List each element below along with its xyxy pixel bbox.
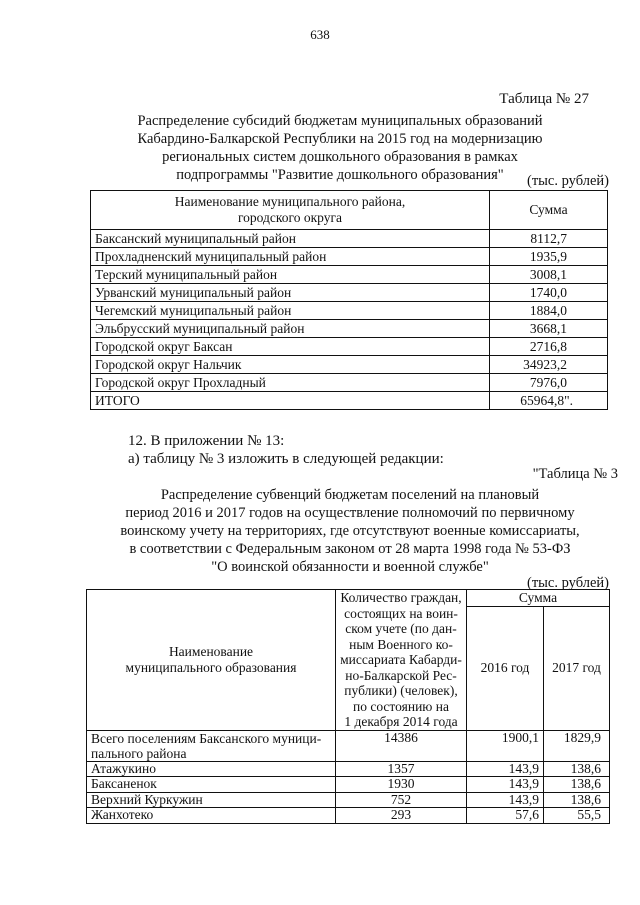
header-line: миссариата Кабарди- — [340, 652, 462, 667]
header-line: ском учете (по дан- — [345, 621, 457, 636]
table-row-total — [91, 392, 608, 410]
table-row — [87, 808, 610, 824]
header-line: но-Балкарской Рес- — [345, 667, 457, 683]
row-2016: 143,9 — [467, 792, 544, 808]
row-value: 1740,0 — [490, 284, 608, 302]
header-line: 1 декабря 2014 года — [344, 714, 458, 729]
row-count: 293 — [336, 808, 467, 824]
title-line: подпрограммы "Развитие дошкольного образования" — [176, 167, 504, 183]
table-3 — [86, 589, 610, 824]
table-27 — [90, 190, 608, 410]
row-name: Жанхотеко — [87, 808, 336, 824]
row-value: 2716,8 — [490, 338, 608, 356]
row-name: Эльбрусский муниципальный район — [91, 320, 490, 338]
table-row — [87, 730, 610, 761]
table-row — [87, 761, 610, 777]
row-value: 7976,0 — [490, 374, 608, 392]
row-2017: 55,5 — [544, 808, 610, 824]
row-name: Верхний Куркужин — [87, 792, 336, 808]
row-2017: 138,6 — [544, 792, 610, 808]
row-name: Баксаненок — [87, 777, 336, 793]
table-27-unit: (тыс. рублей) — [527, 173, 609, 189]
title-line: региональных систем дошкольного образования в рамках — [162, 149, 518, 165]
table-row — [91, 266, 608, 284]
table-header-row — [91, 191, 608, 230]
row-2016: 1900,1 — [467, 730, 544, 761]
table-row — [87, 777, 610, 793]
header-line: городского округа — [237, 210, 343, 225]
row-value: 1884,0 — [490, 302, 608, 320]
col-header-name — [91, 191, 490, 230]
header-line: Наименование муниципального района, — [174, 194, 406, 209]
table-row — [91, 284, 608, 302]
header-line: муниципального образования — [125, 659, 297, 675]
col-header-2017: 2017 год — [544, 606, 610, 730]
row-2016: 57,6 — [467, 808, 544, 824]
col-header-2016: 2016 год — [467, 606, 544, 730]
row-2017: 138,6 — [544, 777, 610, 793]
table-3-unit: (тыс. рублей) — [527, 575, 609, 591]
row-value: 3008,1 — [490, 266, 608, 284]
title-line: в соответствии с Федеральным законом от 28 марта 1998 года № 53-ФЗ — [129, 541, 571, 557]
row-name-line: пального района — [91, 745, 187, 761]
row-2016: 143,9 — [467, 761, 544, 777]
page-number: 638 — [310, 27, 330, 42]
row-2017: 138,6 — [544, 761, 610, 777]
header-line: по состоянию на — [353, 698, 449, 714]
row-value: 3668,1 — [490, 320, 608, 338]
header-line: Количество граждан, — [340, 590, 462, 605]
row-value: 65964,8". — [490, 392, 608, 410]
row-value: 1935,9 — [490, 248, 608, 266]
title-line: Кабардино-Балкарской Республики на 2015 год на модернизацию — [137, 131, 543, 147]
row-name: Городской округ Баксан — [91, 338, 490, 356]
row-name: Терский муниципальный район — [91, 266, 490, 284]
row-name-line: Всего поселениям Баксанского муници- — [91, 730, 322, 746]
table-row — [91, 230, 608, 248]
title-line: период 2016 и 2017 годов на осуществление полномочий по первичному — [125, 505, 575, 521]
header-line: публики) (человек), — [344, 683, 458, 698]
row-2016: 143,9 — [467, 777, 544, 793]
col-header-name — [87, 590, 336, 731]
table-row — [91, 356, 608, 374]
title-line: воинскому учету на территориях, где отсутствуют военные комиссариаты, — [120, 523, 580, 539]
row-name: Прохладненский муниципальный район — [91, 248, 490, 266]
table-3-label: "Таблица № 3 — [532, 466, 618, 482]
table-row — [91, 320, 608, 338]
title-line: Распределение субсидий бюджетам муниципальных образований — [137, 113, 543, 129]
row-value: 8112,7 — [490, 230, 608, 248]
item-12-line-2: а) таблицу № 3 изложить в следующей редакции: — [128, 451, 444, 467]
table-row — [91, 338, 608, 356]
table-row — [91, 374, 608, 392]
col-header-count — [336, 590, 467, 731]
row-count: 1930 — [336, 777, 467, 793]
row-name: Баксанский муниципальный район — [91, 230, 490, 248]
title-line: Распределение субвенций бюджетам поселений на плановый — [160, 487, 540, 503]
row-count: 752 — [336, 792, 467, 808]
row-name: Атажукино — [87, 761, 336, 777]
header-line: Наименование — [168, 644, 254, 660]
row-count: 1357 — [336, 761, 467, 777]
row-name: ИТОГО — [91, 392, 490, 410]
table-row — [91, 248, 608, 266]
col-header-sum: Сумма — [490, 191, 608, 230]
header-line: состоящих на воин- — [344, 605, 458, 621]
table-27-title — [95, 112, 585, 184]
row-count: 14386 — [336, 730, 467, 761]
row-name: Городской округ Прохладный — [91, 374, 490, 392]
row-name: Чегемский муниципальный район — [91, 302, 490, 320]
item-12-line-1: 12. В приложении № 13: — [128, 433, 285, 449]
row-name: Урванский муниципальный район — [91, 284, 490, 302]
header-line: ным Военного ко- — [349, 636, 453, 652]
row-name — [87, 730, 336, 761]
table-3-title — [90, 486, 610, 576]
table-27-label: Таблица № 27 — [499, 91, 589, 107]
col-header-sum: Сумма — [467, 590, 610, 607]
title-line: "О воинской обязанности и военной службе" — [211, 559, 489, 575]
row-name: Городской округ Нальчик — [91, 356, 490, 374]
row-value: 34923,2 — [490, 356, 608, 374]
table-row — [91, 302, 608, 320]
table-header-row — [87, 590, 610, 607]
row-2017: 1829,9 — [544, 730, 610, 761]
table-row — [87, 792, 610, 808]
